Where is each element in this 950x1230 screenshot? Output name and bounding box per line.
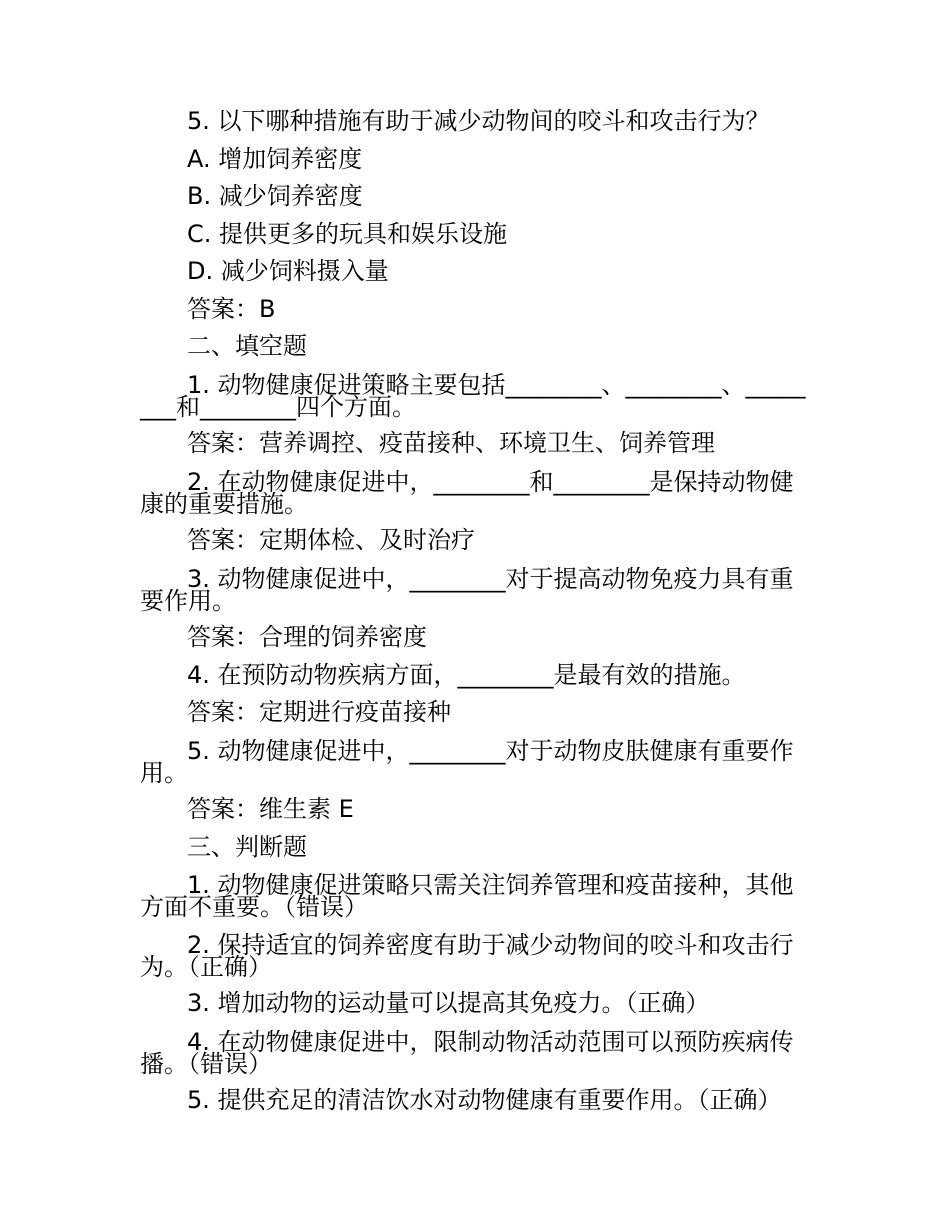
fill-question-3: 3. 动物健康促进中，________对于提高动物免疫力具有重要作用。 — [140, 564, 794, 615]
fill-answer-2: 答案：定期体检、及时治疗 — [187, 526, 475, 554]
option-b: B. 减少饲养密度 — [187, 182, 363, 210]
document-body — [140, 103, 810, 1120]
section-heading-true-false: 三、判断题 — [187, 832, 307, 861]
tf-question-4: 4. 在动物健康促进中，限制动物活动范围可以预防疾病传播。（错误） — [140, 1027, 794, 1078]
fill-question-5: 5. 动物健康促进中，________对于动物皮肤健康有重要作用。 — [140, 736, 794, 787]
fill-question-2: 2. 在动物健康促进中，________和________是保持动物健康的重要措施。 — [140, 467, 794, 518]
fill-answer-3: 答案：合理的饲养密度 — [187, 623, 427, 651]
tf-question-5: 5. 提供充足的清洁饮水对动物健康有重要作用。（正确） — [187, 1086, 782, 1114]
fill-answer-1: 答案：营养调控、疫苗接种、环境卫生、饲养管理 — [187, 429, 715, 457]
tf-question-1: 1. 动物健康促进策略只需关注饲养管理和疫苗接种，其他方面不重要。（错误） — [140, 871, 794, 921]
section-heading-fill-in: 二、填空题 — [187, 332, 307, 360]
fill-question-1: 1. 动物健康促进策略主要包括________、________、________和________四个方面。 — [140, 370, 806, 421]
option-c: C. 提供更多的玩具和娱乐设施 — [187, 219, 508, 248]
question-5-stem: 5. 以下哪种措施有助于减少动物间的咬斗和攻击行为？ — [187, 107, 770, 135]
fill-answer-4: 答案：定期进行疫苗接种 — [187, 698, 451, 726]
option-d: D. 减少饲料摄入量 — [187, 257, 389, 285]
fill-answer-5: 答案：维生素 E — [187, 795, 354, 823]
tf-question-3: 3. 增加动物的运动量可以提高其免疫力。（正确） — [187, 989, 710, 1017]
option-a: A. 增加饲养密度 — [187, 144, 363, 173]
fill-question-4: 4. 在预防动物疾病方面，________是最有效的措施。 — [187, 660, 746, 689]
tf-question-2: 2. 保持适宜的饲养密度有助于减少动物间的咬斗和攻击行为。（正确） — [140, 930, 794, 981]
answer-mc-5: 答案：B — [187, 294, 276, 323]
